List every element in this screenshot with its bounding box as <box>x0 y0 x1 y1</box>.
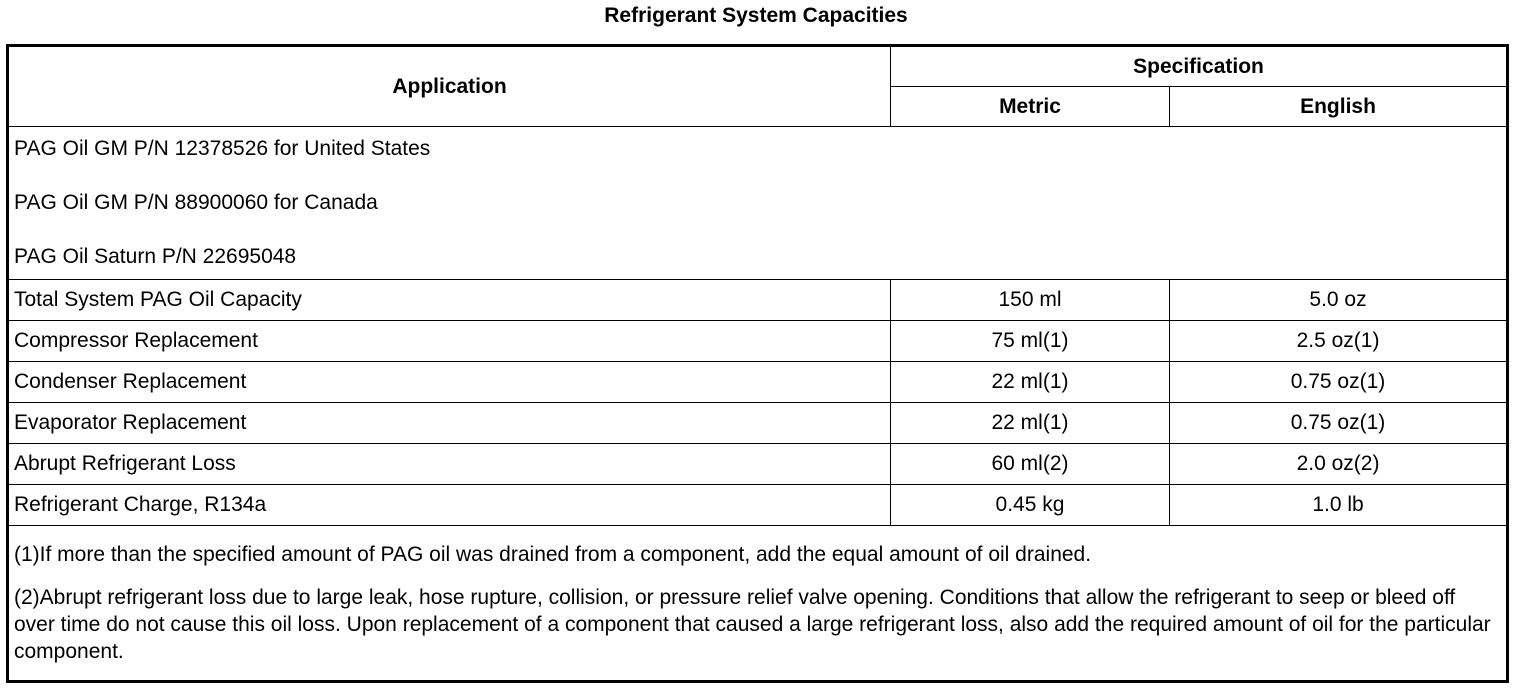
table-row <box>8 280 1508 321</box>
row-english: 0.75 oz(1) <box>1170 362 1508 403</box>
header-metric: Metric <box>891 87 1170 127</box>
table-row <box>8 444 1508 485</box>
row-metric: 150 ml <box>891 280 1170 321</box>
row-application: Abrupt Refrigerant Loss <box>8 444 891 485</box>
footnote-2: (2)Abrupt refrigerant loss due to large leak, hose rupture, collision, or pressure relief valve opening. Conditions that allow the refrigerant to seep or bleed off over time do not cause this oil loss. Upon replacement of a component that caused a large refrigerant loss, also add the required amount of oil for the particular component. <box>14 586 1491 663</box>
table-header-row <box>8 46 1508 87</box>
row-application: Condenser Replacement <box>8 362 891 403</box>
header-application: Application <box>8 46 891 127</box>
row-english: 2.5 oz(1) <box>1170 321 1508 362</box>
table-row <box>8 485 1508 526</box>
row-english: 5.0 oz <box>1170 280 1508 321</box>
notes-row <box>8 526 1508 682</box>
part-number-canada: PAG Oil GM P/N 88900060 for Canada <box>14 191 378 214</box>
header-specification: Specification <box>891 46 1508 87</box>
row-english: 1.0 lb <box>1170 485 1508 526</box>
notes-cell <box>8 526 1508 682</box>
row-metric: 75 ml(1) <box>891 321 1170 362</box>
row-english: 2.0 oz(2) <box>1170 444 1508 485</box>
page-title: Refrigerant System Capacities <box>604 4 908 27</box>
table-row <box>8 403 1508 444</box>
row-english: 0.75 oz(1) <box>1170 403 1508 444</box>
parts-cell <box>8 127 1508 280</box>
row-application: Total System PAG Oil Capacity <box>8 280 891 321</box>
table-row <box>8 321 1508 362</box>
footnote-1: (1)If more than the specified amount of PAG oil was drained from a component, add the equal amount of oil drained. <box>14 543 1092 566</box>
row-application: Refrigerant Charge, R134a <box>8 485 891 526</box>
part-number-saturn: PAG Oil Saturn P/N 22695048 <box>14 245 297 268</box>
row-application: Compressor Replacement <box>8 321 891 362</box>
row-application: Evaporator Replacement <box>8 403 891 444</box>
header-english: English <box>1170 87 1508 127</box>
table-row <box>8 362 1508 403</box>
row-metric: 60 ml(2) <box>891 444 1170 485</box>
part-number-us: PAG Oil GM P/N 12378526 for United States <box>14 137 431 160</box>
capacities-table <box>6 44 1509 683</box>
parts-row <box>8 127 1508 280</box>
row-metric: 22 ml(1) <box>891 403 1170 444</box>
row-metric: 0.45 kg <box>891 485 1170 526</box>
row-metric: 22 ml(1) <box>891 362 1170 403</box>
